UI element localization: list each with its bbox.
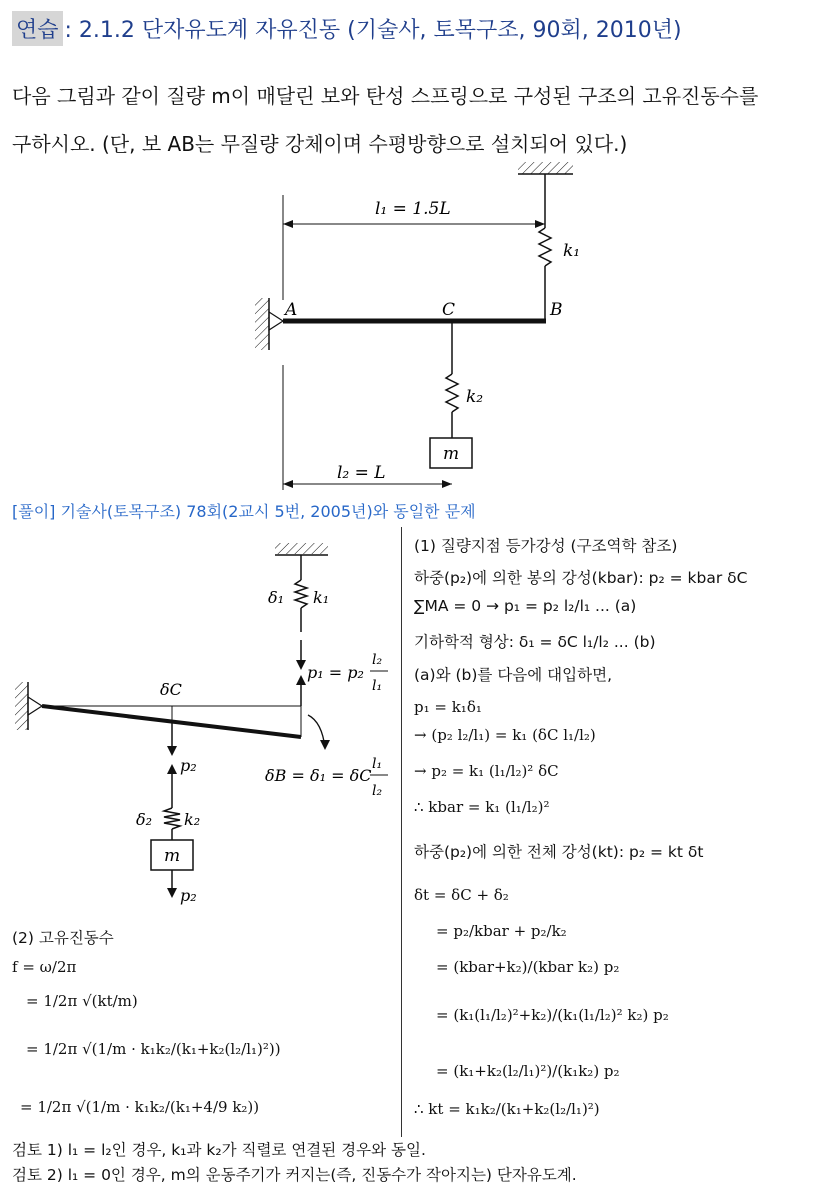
top-support-hatch (518, 162, 573, 174)
t-eq5: = (k₁+k₂(l₂/l₁)²)/(k₁k₂) p₂ (436, 1062, 620, 1080)
mass-label: m (443, 444, 460, 464)
t-eq1: δt = δC + δ₂ (414, 886, 509, 904)
review-2: 검토 2) l₁ = 0인 경우, m의 운동주기가 커지는(즉, 진동수가 작아지는) 단자유도계. (12, 1166, 577, 1184)
s2-heading: (2) 고유진동수 (12, 929, 114, 947)
p1-frac-den: l₁ (372, 678, 383, 694)
p1-label: p₁ = p₂ (307, 663, 364, 682)
s1-eq4: ∴ kbar = k₁ (l₁/l₂)² (414, 798, 550, 816)
s1-line3: 기하학적 형상: δ₁ = δC l₁/l₂ ... (b) (414, 633, 656, 651)
label-a: A (285, 300, 298, 320)
f-eq3: = 1/2π √(1/m · k₁k₂/(k₁+k₂(l₂/l₁)²)) (26, 1040, 281, 1058)
delta1-label: δ₁ (268, 588, 285, 607)
figure-2-diagram (0, 530, 400, 910)
k2-fbd-label: k₂ (184, 810, 201, 829)
s1-eq2: → (p₂ l₂/l₁) = k₁ (δC l₁/l₂) (414, 726, 596, 744)
t-eq3: = (kbar+k₂)/(kbar k₂) p₂ (436, 958, 620, 976)
column-divider (401, 527, 402, 1137)
problem-line-1: 다음 그림과 같이 질량 m이 매달린 보와 탄성 스프링으로 구성된 구조의 고유진동수를 (12, 84, 759, 108)
figure-1-diagram (0, 150, 833, 495)
s1-line5: 하중(p₂)에 의한 전체 강성(kt): p₂ = kt δt (414, 843, 704, 861)
title-text: : 2.1.2 단자유도계 자유진동 (기술사, 토목구조, 90회, 2010년) (64, 17, 682, 43)
deltaB-label: δB = δ₁ = δC (265, 766, 372, 785)
f-eq1: f = ω/2π (12, 958, 77, 976)
s1-line4: (a)와 (b)를 다음에 대입하면, (414, 666, 612, 684)
s1-eq3: → p₂ = k₁ (l₁/l₂)² δC (414, 762, 559, 780)
s1-line2: ∑MA = 0 → p₁ = p₂ l₂/l₁ ... (a) (414, 597, 637, 615)
deltaB-frac-num: l₁ (372, 756, 383, 772)
s1-eq1: p₁ = k₁δ₁ (414, 698, 482, 716)
label-b: B (550, 300, 563, 320)
delta2-label: δ₂ (136, 810, 153, 829)
deltaB-frac-den: l₂ (372, 783, 383, 799)
k1-label: k₁ (563, 241, 581, 261)
s1-line1: 하중(p₂)에 의한 봉의 강성(kbar): p₂ = kbar δC (414, 569, 748, 587)
spring-k1 (539, 228, 551, 266)
label-c: C (442, 300, 456, 320)
left-wall-hatch (255, 298, 269, 350)
f-eq4: = 1/2π √(1/m · k₁k₂/(k₁+4/9 k₂)) (20, 1098, 260, 1116)
t-eq4: = (k₁(l₁/l₂)²+k₂)/(k₁(l₁/l₂)² k₂) p₂ (436, 1006, 669, 1024)
review-1: 검토 1) l₁ = l₂인 경우, k₁과 k₂가 직렬로 연결된 경우와 동일. (12, 1141, 426, 1159)
l1-label: l₁ = 1.5L (375, 199, 451, 219)
spring-k2 (446, 374, 458, 412)
problem-line-2: 구하시오. (단, 보 AB는 무질량 강체이며 수평방향으로 설치되어 있다.) (12, 132, 628, 156)
p1-frac-num: l₂ (372, 652, 383, 668)
solution-header: [풀이] 기술사(토목구조) 78회(2교시 5번, 2005년)와 동일한 문제 (12, 502, 476, 521)
spring-k2-fbd (164, 808, 180, 829)
t-eq6: ∴ kt = k₁k₂/(k₁+k₂(l₂/l₁)²) (414, 1100, 600, 1118)
spring-k1-fbd (295, 580, 307, 608)
s1-heading: (1) 질량지점 등가강성 (구조역학 참조) (414, 537, 678, 555)
title-tag: 연습 (12, 11, 63, 46)
t-eq2: = p₂/kbar + p₂/k₂ (436, 922, 567, 940)
mass-fbd-label: m (164, 846, 181, 866)
f-eq2: = 1/2π √(kt/m) (26, 992, 138, 1010)
k1-fbd-label: k₁ (313, 588, 330, 607)
p2-bottom-label: p₂ (180, 886, 197, 905)
l2-label: l₂ = L (337, 463, 386, 483)
p2-top-label: p₂ (180, 756, 197, 775)
page-title (12, 8, 682, 48)
k2-label: k₂ (466, 387, 484, 407)
deltaC-label: δC (160, 680, 182, 699)
